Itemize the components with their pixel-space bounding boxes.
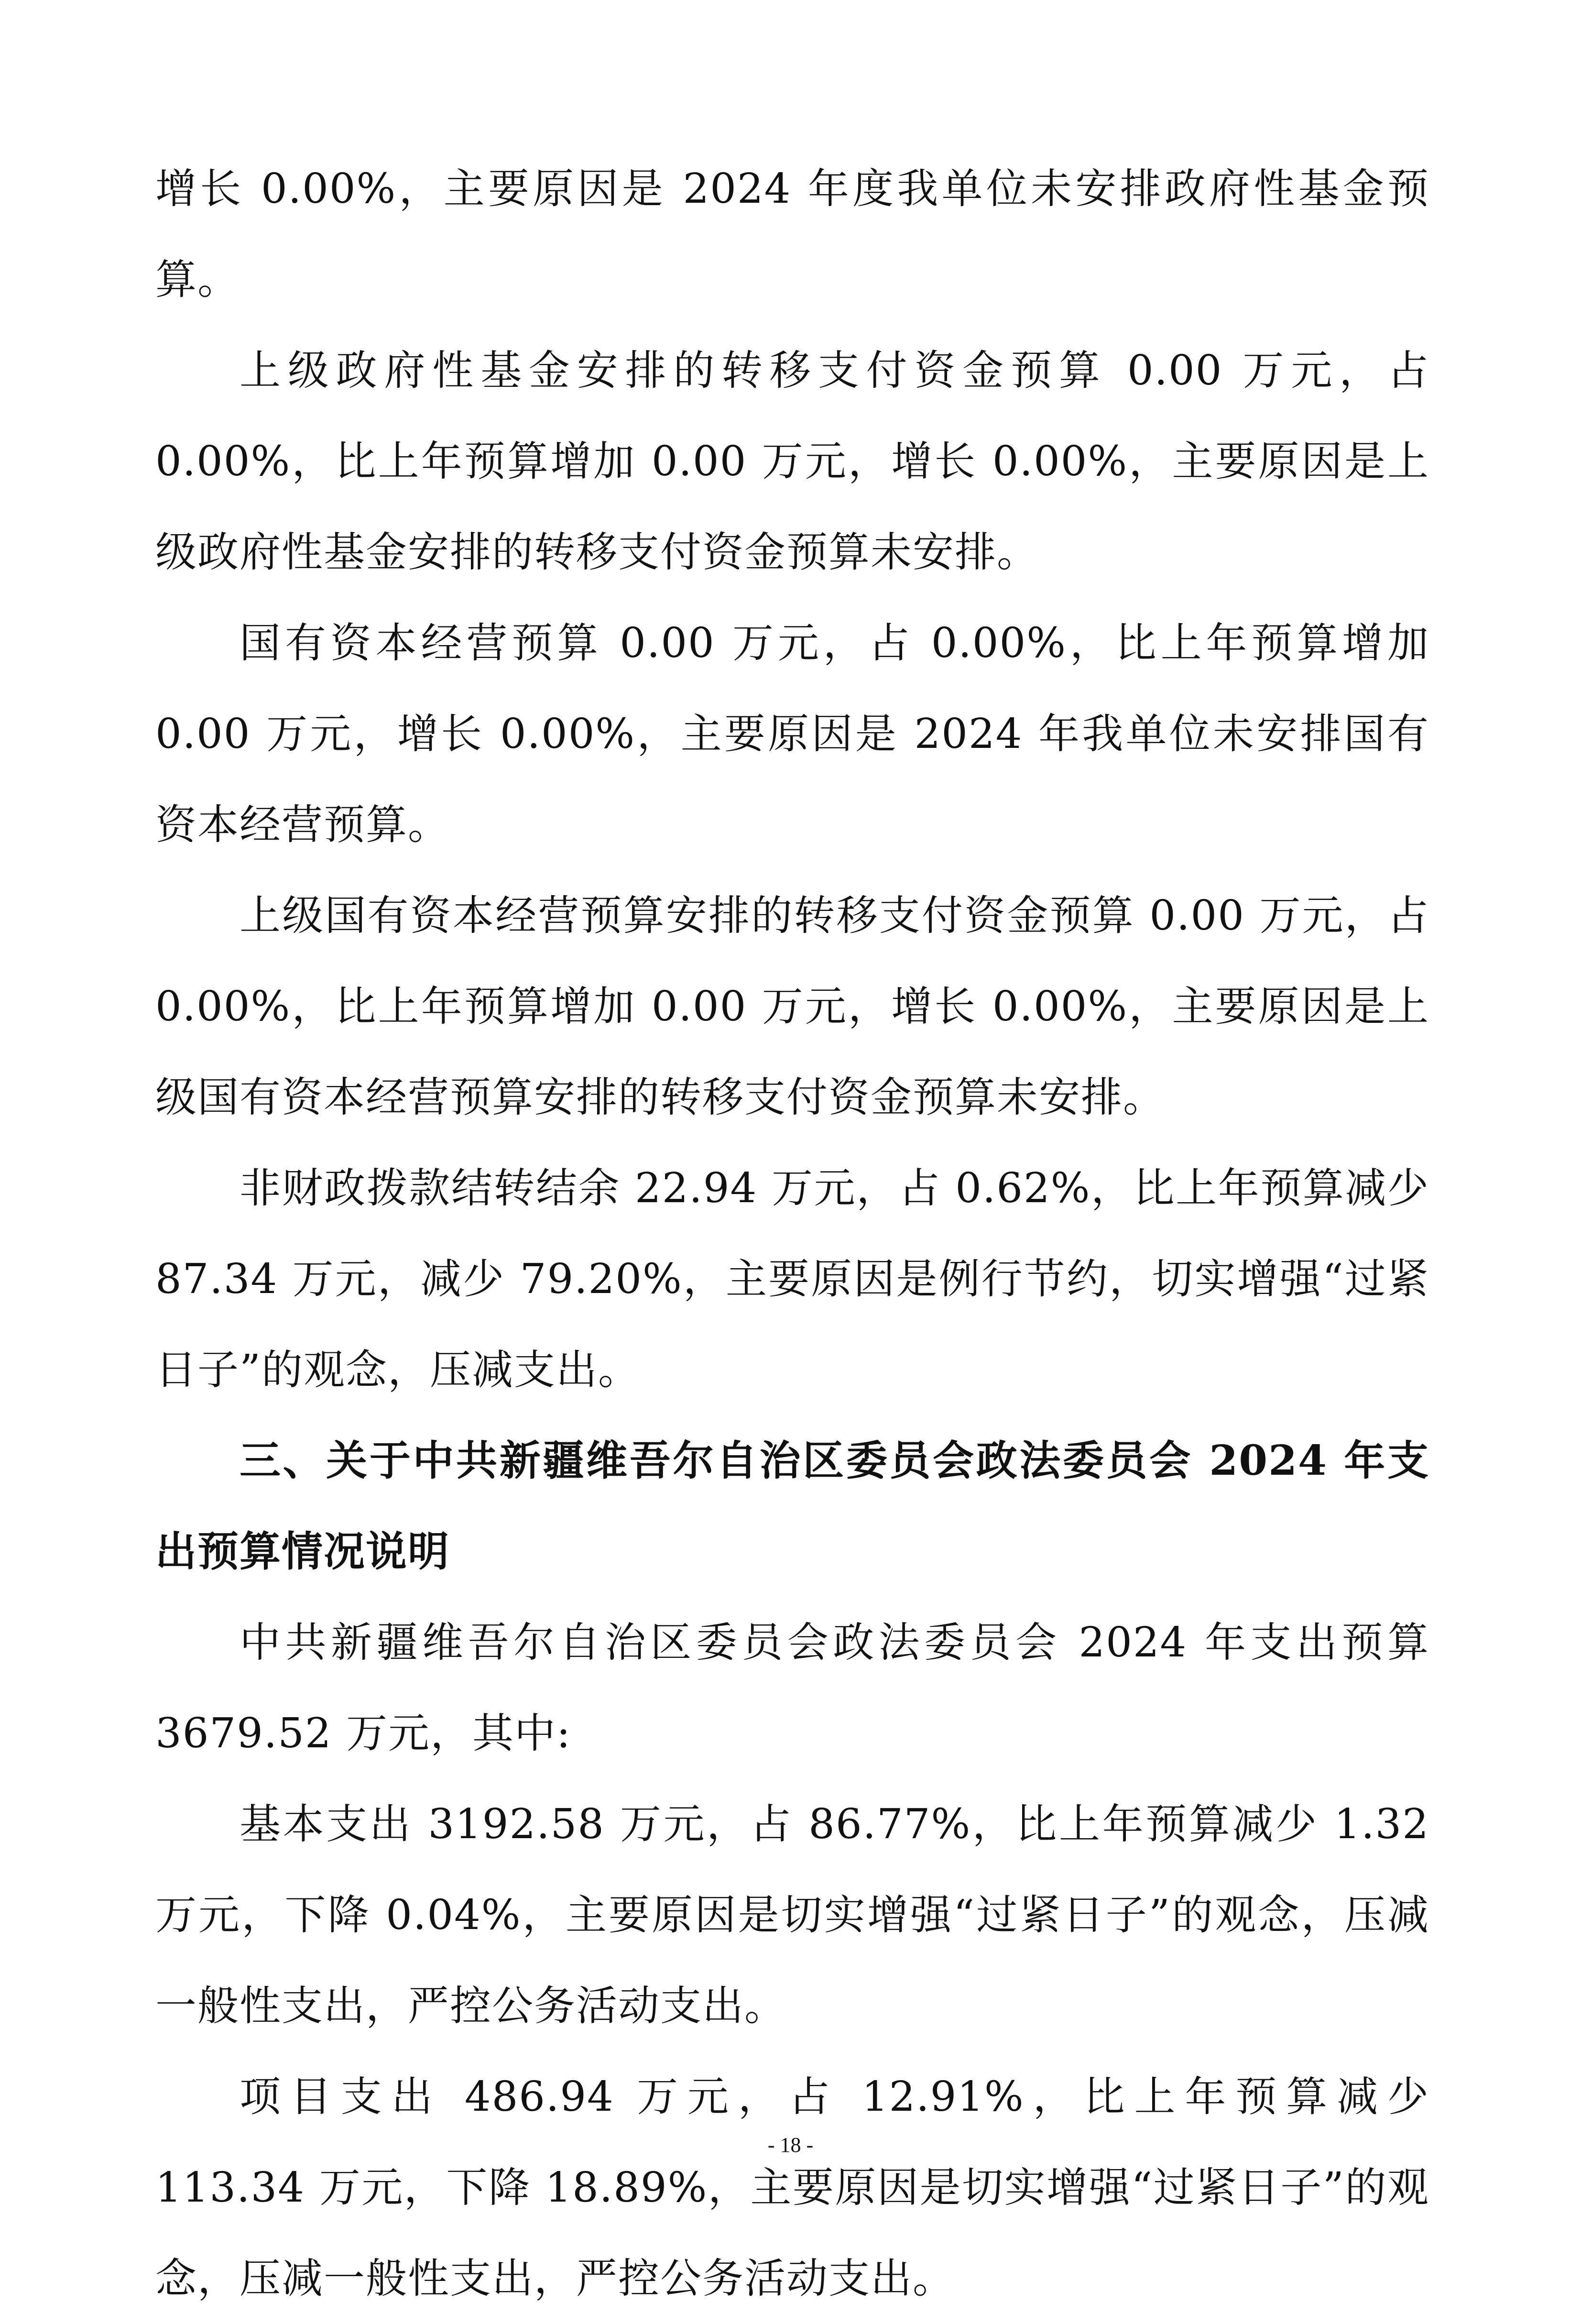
paragraph-upper-state-capital-transfer: 上级国有资本经营预算安排的转移支付资金预算 0.00 万元，占 0.00%，比上年预算增加 0.00 万元，增长 0.00%，主要原因是上级国有资本经营预算安排的转移支付资金预算未安排。 — [155, 892, 1429, 1121]
paragraph-basic-expenditure: 基本支出 3192.58 万元，占 86.77%，比上年预算减少 1.32 万元，下降 0.04%，主要原因是切实增强“过紧日子”的观念，压减一般性支出，严控公务活动支出。 — [155, 1800, 1429, 2030]
section-heading-expenditure: 三、关于中共新疆维吾尔自治区委员会政法委员会 2024 年支出预算情况说明 — [155, 1436, 1429, 1576]
paragraph-project-expenditure: 项目支出 486.94 万元，占 12.91%，比上年预算减少 113.34 万元，下降 18.89%，主要原因是切实增强“过紧日子”的观念，压减一般性支出，严控公务活动支出。 — [155, 2073, 1429, 2302]
page-number: - 18 - — [767, 2133, 814, 2157]
paragraph-total-expenditure: 中共新疆维吾尔自治区委员会政法委员会 2024 年支出预算 3679.52 万元，其中: — [155, 1619, 1429, 1757]
page-body — [155, 143, 1429, 2324]
paragraph-state-capital-budget: 国有资本经营预算 0.00 万元，占 0.00%，比上年预算增加 0.00 万元，增长 0.00%，主要原因是 2024 年我单位未安排国有资本经营预算。 — [155, 619, 1429, 849]
paragraph-fund-budget-continuation: 增长 0.00%，主要原因是 2024 年度我单位未安排政府性基金预算。 — [155, 165, 1429, 304]
paragraph-upper-fund-transfer: 上级政府性基金安排的转移支付资金预算 0.00 万元，占 0.00%，比上年预算增加 0.00 万元，增长 0.00%，主要原因是上级政府性基金安排的转移支付资金预算未安排。 — [155, 347, 1429, 576]
paragraph-non-fiscal-carryover: 非财政拨款结转结余 22.94 万元，占 0.62%，比上年预算减少 87.34 万元，减少 79.20%，主要原因是例行节约，切实增强“过紧日子”的观念，压减支出。 — [155, 1164, 1429, 1394]
